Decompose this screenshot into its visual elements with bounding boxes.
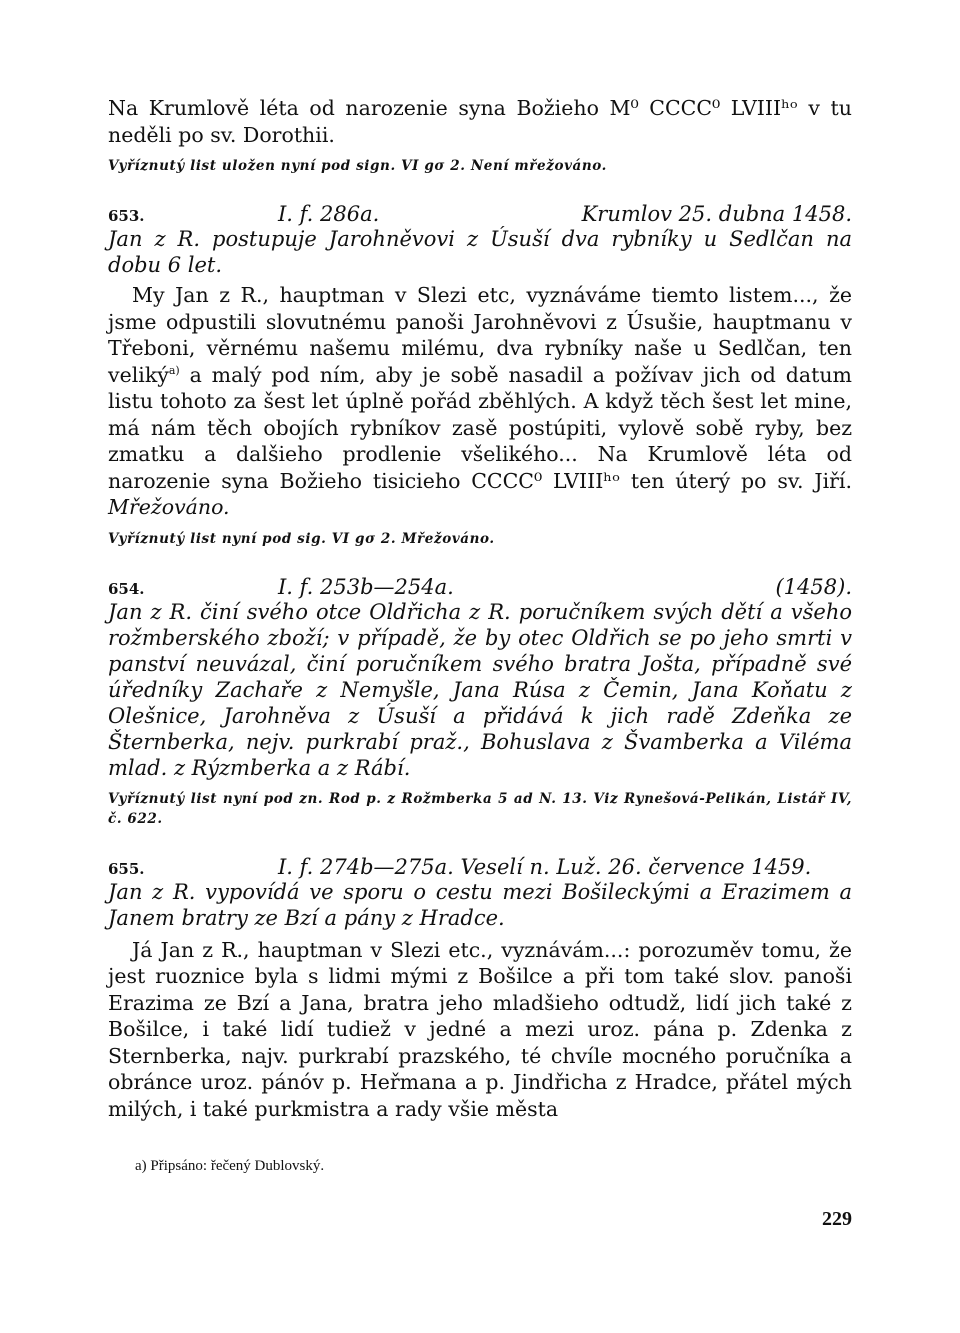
opening-note: Vyříznutý list uložen nyní pod sign. VI gσ 2. Není mřežováno.: [108, 158, 607, 174]
entry-number: 653.: [108, 207, 145, 225]
entry-note: Vyříznutý list nyní pod zn. Rod p. z Rožmberka 5 ad N. 13. Viz Rynešová-Pelikán, Listář IV, č. 622.: [108, 790, 852, 827]
footnote-marker: a): [168, 363, 180, 377]
footnote: a) Připsáno: řečený Dublovský.: [135, 1158, 325, 1174]
entry-place-date: Krumlov 25. dubna 1458.: [581, 202, 852, 226]
entry-reference: I. f. 286a.: [278, 202, 380, 226]
entry-regest: Jan z R. činí svého otce Oldřicha z R. poručníkem svých dětí a všeho rožmberského zboží; v případě, že by otec Oldřich se po jeho smrti v panství neuvázal, činí poručníkem svého bratra Jošta, případně své úředníky Zachaře z Nemyšle, Jana Rúsa z Čemin, Jana Koňatu z Olešnice, Jarohněva z Úsuší a přidává k jich radě Zdeňka ze Šternberka, nejv. purkrabí praž., Bohuslava z Švamberka a Viléma mlad. z Rýzmberka a z Rábí.: [108, 599, 852, 780]
entry-text-part-1: My Jan z R., hauptman v Slezi etc, vyznáváme tiemto listem..., že jsme odpustili slovutnému panoši Jarohněvovi z Úsušie, hauptmanu v Třeboni, věrnému našemu milému, dva rybníky naše u Sedlčan, ten veliký: [108, 283, 852, 387]
page-number: 229: [822, 1208, 852, 1230]
entry-text-italic: Mřežováno.: [108, 495, 230, 519]
entry-reference: I. f. 274b—275a. Veselí n. Luž. 26. července 1459.: [278, 854, 812, 879]
entry-regest: Jan z R. vypovídá ve sporu o cestu mezi Bošileckými a Erazimem a Janem bratry ze Bzí a pány z Hradce.: [108, 879, 852, 930]
entry-text: Já Jan z R., hauptman v Slezi etc., vyznávám...: porozuměv tomu, že jest ruoznice byla s lidmi mými z Bošilce a při tom také slov. panoši Erazima ze Bzí a Jana, bratra jeho mladšieho odtudž, lidí jich také z Bošilce, i také lidí tudiež v jedné a mezi uroz. pána p. Zdenka z Sternberka, najv. purkrabí prazského, té chvíle mocného poručníka a obránce uroz. pánóv p. Heřmana a p. Jindřicha z Hradce, přátel mých milých, i také purkmistra a rady všie města: [108, 937, 852, 1121]
opening-text: Na Krumlově léta od narozenie syna Božieho M⁰ CCCC⁰ LVIIIʰᵒ v tu neděli po sv. Dorothii.: [108, 96, 852, 147]
entry-regest: Jan z R. postupuje Jarohněvovi z Úsuší dva rybníky u Sedlčan na dobu 6 let.: [108, 227, 852, 277]
entry-reference: I. f. 253b—254a.: [278, 574, 454, 599]
entry-text: [108, 282, 852, 521]
entry-text-part-2: a malý pod ním, aby je sobě nasadil a požívav jich od datum listu tohoto za šest let úplně pořád zběhlých. A když těch šest let mine, má nám těch obojích rybníkov zasě postúpiti, vylově sobě ryby, bez zmatku a dalšieho prodlenie všelikého... Na Krumlově léta od narozenie syna Božieho tisicieho CCCC⁰ LVIIIʰᵒ ten úterý po sv. Jiří.: [108, 362, 852, 493]
entry-header-655: [108, 855, 852, 879]
entry-number: 655.: [108, 859, 145, 878]
entry-number: 654.: [108, 579, 145, 598]
entry-header-654: [108, 575, 852, 599]
entry-note: Vyříznutý list nyní pod sig. VI gσ 2. Mřežováno.: [108, 530, 495, 547]
entry-place-date: (1458).: [775, 574, 852, 599]
entry-header-653: [108, 202, 852, 226]
